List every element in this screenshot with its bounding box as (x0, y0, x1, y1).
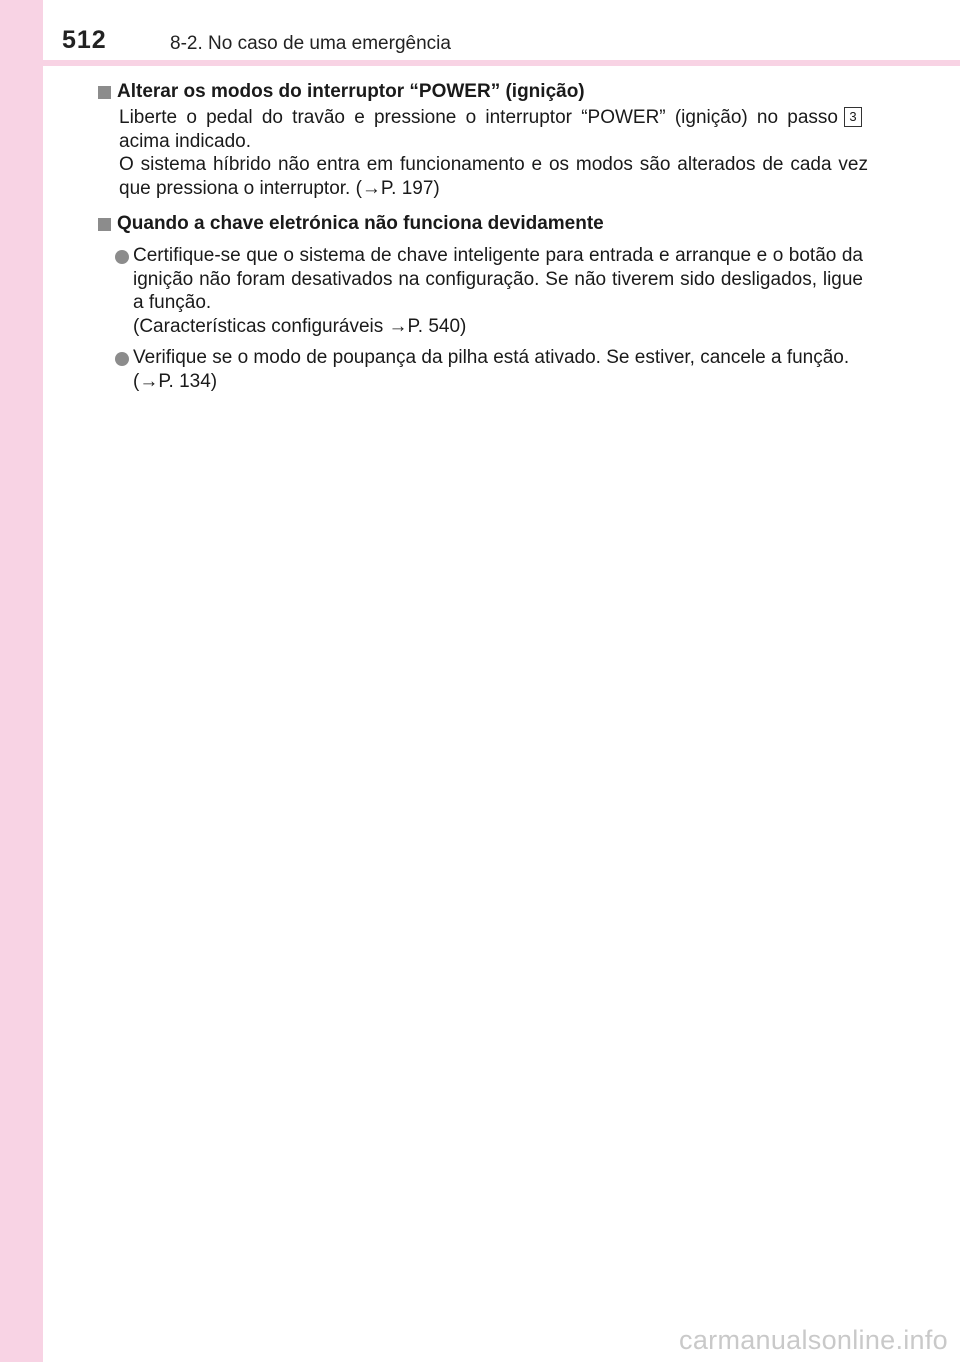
bullet-text: Certifique-se que o sistema de chave inteligente para entrada e arranque e o botão da ignição não foram desativados na configuração. Se não tiverem sido desligados, ligue a função. (133, 245, 863, 313)
bullet-item (115, 244, 868, 338)
square-bullet-icon (98, 86, 111, 99)
circle-bullet-icon (115, 352, 129, 366)
paragraph: O sistema híbrido não entra em funcionamento e os modos são alterados de cada vez que pressiona o interruptor. (→P. 197) (119, 154, 868, 199)
side-tab-bar (0, 0, 43, 1362)
circle-bullet-icon (115, 250, 129, 264)
paragraph-text: Liberte o pedal do travão e pressione o interruptor “POWER” (ignição) no passo (119, 107, 838, 128)
page-number: 512 (62, 26, 107, 54)
page-reference: (Características configuráveis →P. 540) (133, 315, 467, 337)
section-heading (98, 210, 868, 238)
page-content (98, 78, 868, 403)
heading-text: Alterar os modos do interruptor “POWER” (ignição) (117, 81, 585, 102)
section-power-switch-modes (98, 78, 868, 200)
section-title: 8-2. No caso de uma emergência (170, 33, 451, 54)
paragraph-text: acima indicado. (119, 130, 252, 152)
section-heading (98, 78, 868, 106)
bullet-item (115, 346, 868, 393)
square-bullet-icon (98, 218, 111, 231)
bullet-text: Verifique se o modo de poupança da pilha está ativado. Se estiver, cancele a função. (133, 347, 850, 368)
paragraph (119, 106, 868, 153)
page-reference: (→P. 134) (133, 370, 218, 392)
step-number-badge: 3 (844, 107, 862, 127)
section-key-malfunction (98, 210, 868, 393)
watermark: carmanualsonline.info (679, 1325, 948, 1355)
heading-text: Quando a chave eletrónica não funciona devidamente (117, 213, 604, 234)
